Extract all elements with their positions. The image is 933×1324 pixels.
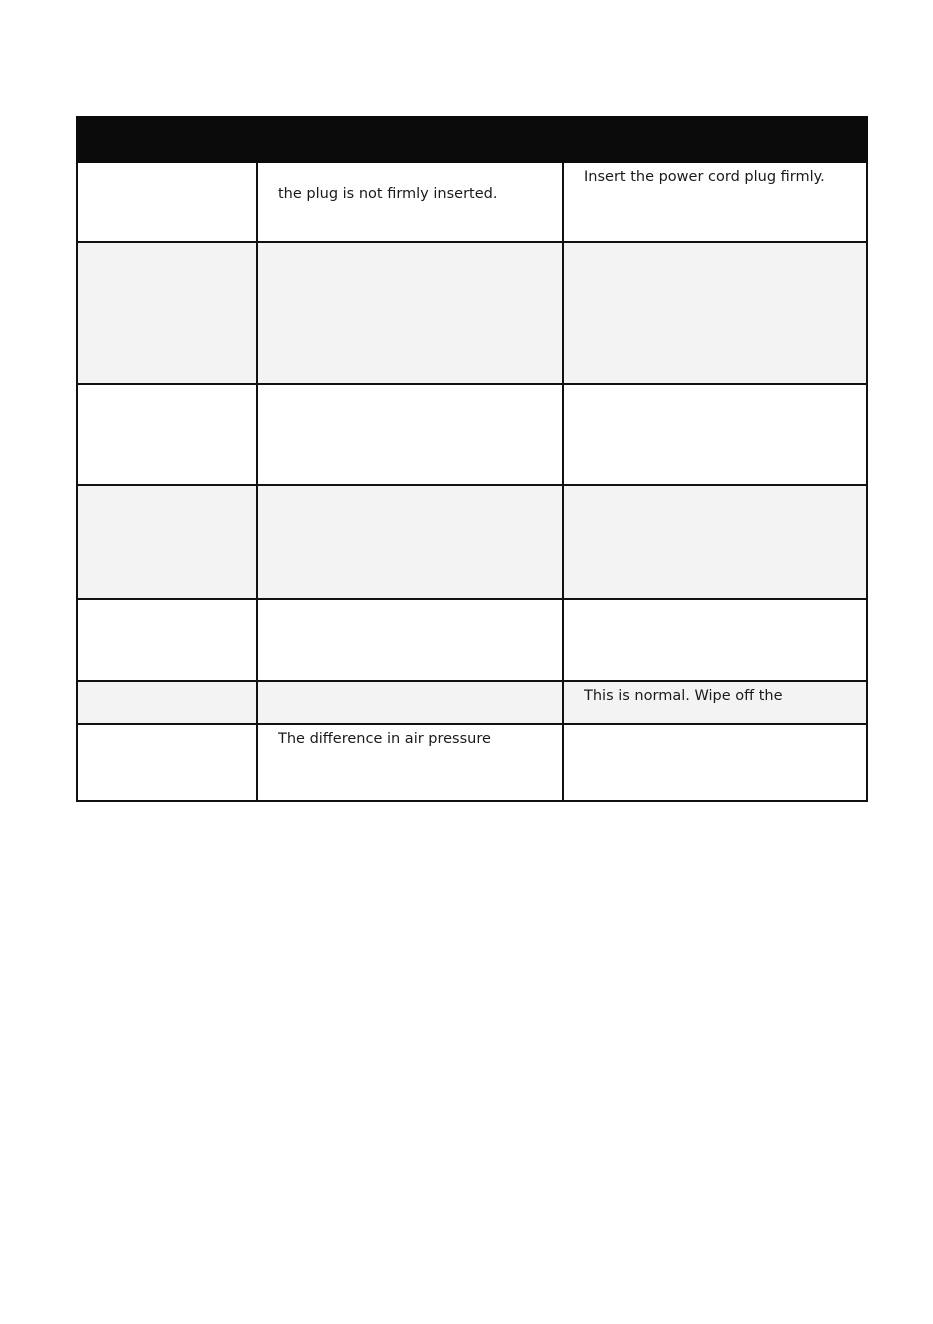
row-divider bbox=[76, 383, 868, 385]
table-right-border bbox=[866, 163, 868, 802]
table-row bbox=[76, 384, 868, 485]
solution-cell: Insert the power cord plug firmly. bbox=[584, 169, 825, 185]
table-row bbox=[76, 485, 868, 599]
cause-cell: the plug is not firmly inserted. bbox=[278, 186, 498, 202]
column-divider bbox=[256, 163, 258, 802]
cause-cell: The difference in air pressure bbox=[278, 731, 491, 747]
row-divider bbox=[76, 598, 868, 600]
row-divider bbox=[76, 484, 868, 486]
table-bottom-border bbox=[76, 800, 868, 802]
table-row bbox=[76, 242, 868, 384]
troubleshooting-table bbox=[76, 116, 868, 802]
row-divider bbox=[76, 241, 868, 243]
table-header bbox=[76, 116, 868, 163]
row-divider bbox=[76, 680, 868, 682]
table-left-border bbox=[76, 163, 78, 802]
table-row bbox=[76, 599, 868, 681]
solution-cell: This is normal. Wipe off the bbox=[584, 688, 783, 704]
column-divider bbox=[562, 163, 564, 802]
row-divider bbox=[76, 723, 868, 725]
